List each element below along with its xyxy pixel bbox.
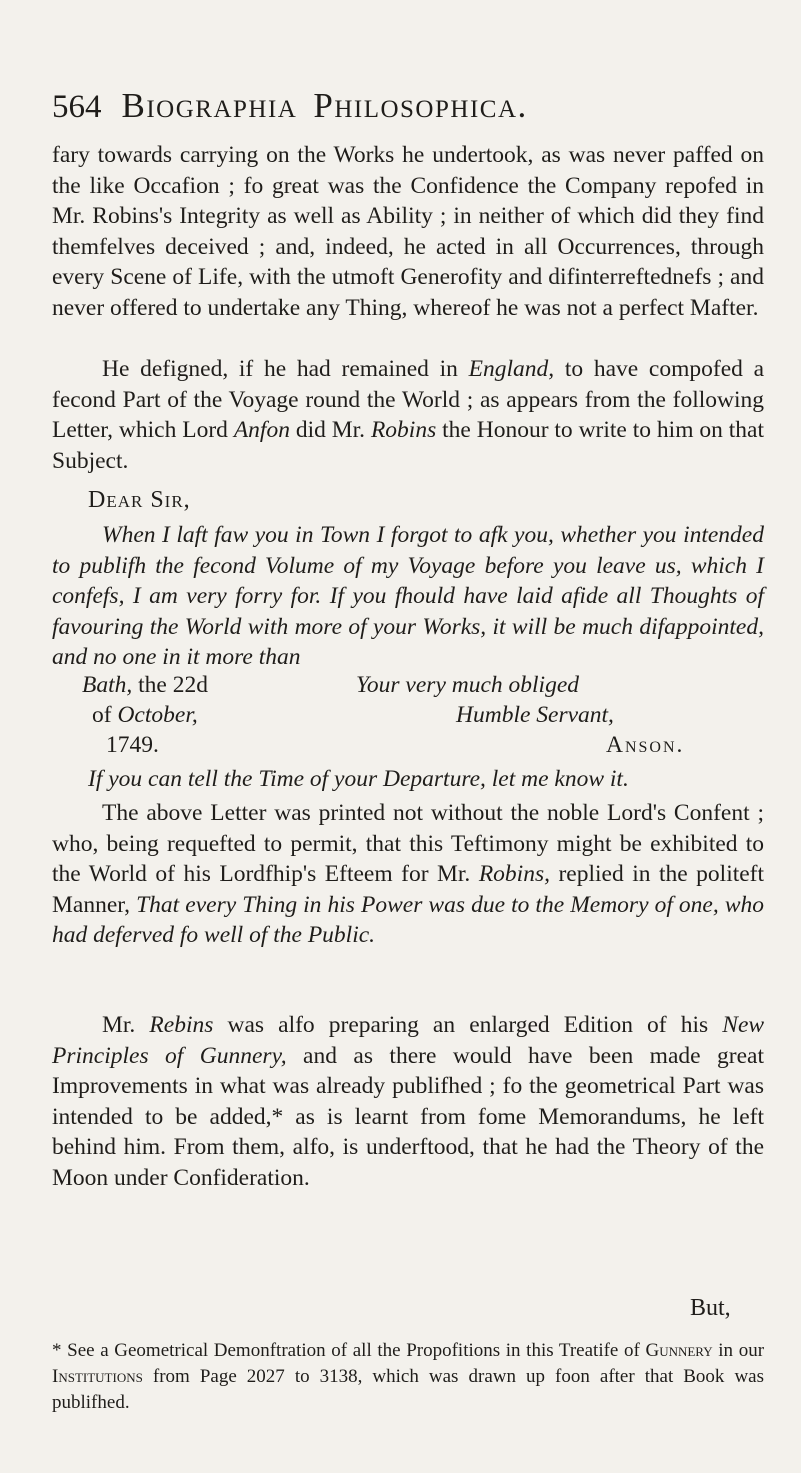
letter-date-line-2 xyxy=(92,702,198,729)
para2-text-a: He defigned, if he had remained in xyxy=(102,356,458,382)
letter-closing-servant: Humble Servant, xyxy=(456,702,614,728)
para4-text-b: was alfo preparing an enlarged Edition of his xyxy=(227,1012,709,1038)
letter-year: 1749. xyxy=(106,732,159,758)
footnote-text-b: in our xyxy=(718,1340,765,1361)
footnote-text-c: from Page 2027 to 3138, which was drawn up foon after that Book was publifhed. xyxy=(52,1366,765,1413)
para3-text-a: The above Letter was printed not without the noble Lord's Confent ; who, being requefted to permit, that this Teftimony might be exhibited to the World of his Lordfhip's Efteem for Mr. xyxy=(52,800,764,887)
para4-text-a: Mr. xyxy=(102,1012,136,1038)
para3-robins: Robins, xyxy=(478,861,550,887)
para4-robins: Rebins xyxy=(149,1012,214,1038)
running-title-philosophica: Philosophica. xyxy=(313,86,528,125)
paragraph-gunnery xyxy=(52,1010,764,1193)
letter-date-line-1 xyxy=(82,672,208,699)
para2-text-c: did Mr. xyxy=(295,417,366,443)
letter-date-month: October, xyxy=(117,702,198,728)
paragraph-continuation: fary towards carrying on the Works he undertook, as was never paffed on the like Occafion ; fo great was the Confidence the Company repofed in Mr. Robins's Integrity as well as Ability ; in neither of which did they find themfelves deceived ; and, indeed, he acted in all Occurrences, through every Scene of Life, with the utmoft Generofity and difinterreftednefs ; and never offered to undertake any Thing, whereof he was not a perfect Mafter. xyxy=(52,142,764,321)
para3-text-b: replied in the politeft Manner, xyxy=(52,861,765,918)
footnote xyxy=(52,1338,764,1416)
letter-place: Bath, xyxy=(82,672,133,698)
letter-postscript: If you can tell the Time of your Departure, let me know it. xyxy=(88,766,629,792)
letter-closing-obliged: Your very much obliged xyxy=(356,672,580,698)
running-header xyxy=(52,86,764,126)
footnote-gunnery: Gunnery xyxy=(645,1340,713,1361)
letter-signature: Anson. xyxy=(606,732,685,758)
catchword: But, xyxy=(690,1295,731,1321)
para2-text-d: the Honour to write to him on that Subject. xyxy=(52,417,764,474)
running-title-biographia: Biographia xyxy=(121,86,298,125)
para2-robins: Robins xyxy=(370,417,437,443)
para4-book-title: New Principles of Gunnery, xyxy=(52,1012,765,1069)
letter-date-of: of xyxy=(92,702,112,728)
paragraph-consent xyxy=(52,798,764,951)
page-number: 564 xyxy=(52,89,102,125)
para3-quote: That every Thing in his Power was due to the Memory of one, who had deferved fo well of the Public. xyxy=(52,891,764,948)
para2-text-b: to have compofed a fecond Part of the Voyage round the World ; as appears from the following Letter, which Lord xyxy=(52,356,765,443)
paragraph-second-part xyxy=(52,354,764,476)
para2-anson: Anfon xyxy=(233,417,290,443)
letter-body: When I laft faw you in Town I forgot to afk you, whether you intended to publifh the fecond Volume of my Voyage before you leave us, which I confefs, I am very forry for. If you fhould have laid afide all Thoughts of favouring the World with more of your Works, it will be much difappointed, and no one in it more than xyxy=(52,522,764,670)
letter-salutation: Dear Sir, xyxy=(88,487,191,513)
para2-england: England, xyxy=(468,356,555,382)
letter-date-day: the 22d xyxy=(138,672,208,698)
para4-text-c: and as there would have been made great Improvements in what was already publifhed ; fo the geometrical Part was intended to be added,* as is learnt from fome Memorandums, he left behind him. From them, alfo, is underftood, that he had the Theory of the Moon under Confideration. xyxy=(52,1042,764,1191)
footnote-institutions: Institutions xyxy=(52,1366,143,1387)
footnote-text-a: * See a Geometrical Demonftration of all the Propofitions in this Treatife of xyxy=(52,1340,640,1361)
